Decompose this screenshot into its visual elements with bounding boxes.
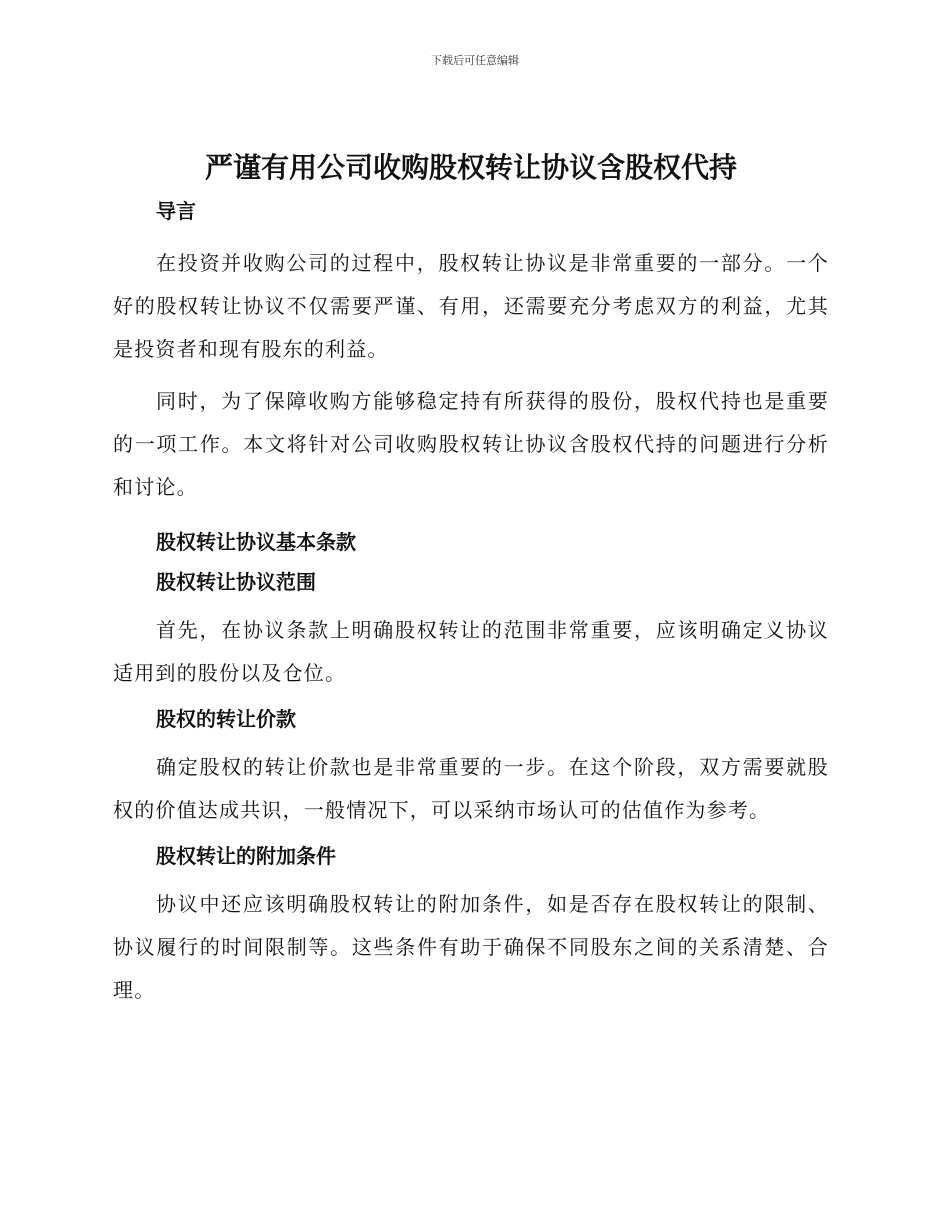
intro-heading: 导言: [156, 199, 196, 223]
subsection-heading-price: 股权的转让价款: [156, 707, 296, 731]
intro-paragraph: 同时，为了保障收购方能够稳定持有所获得的股份，股权代持也是重要的一项工作。本文将针对公司收购股权转让协议含股权代持的问题进行分析和讨论。: [113, 389, 829, 499]
subsection-paragraph-conditions: 协议中还应该明确股权转让的附加条件，如是否存在股权转让的限制、协议履行的时间限制等。这些条件有助于确保不同股东之间的关系清楚、合理。: [113, 892, 829, 1002]
subsection-paragraph-scope: 首先，在协议条款上明确股权转让的范围非常重要，应该明确定义协议适用到的股份以及仓位。: [113, 618, 829, 685]
subsection-heading-scope: 股权转让协议范围: [156, 570, 316, 594]
document-title: 严谨有用公司收购股权转让协议含股权代持: [204, 151, 737, 184]
document-body: [113, 148, 829, 1021]
section-heading: 股权转让协议基本条款: [156, 530, 356, 554]
page-header: 下载后可任意编辑: [431, 54, 519, 67]
subsection-paragraph-price: 确定股权的转让价款也是非常重要的一步。在这个阶段，双方需要就股权的价值达成共识，一般情况下，可以采纳市场认可的估值作为参考。: [113, 755, 829, 822]
intro-paragraph: 在投资并收购公司的过程中，股权转让协议是非常重要的一部分。一个好的股权转让协议不仅需要严谨、有用，还需要充分考虑双方的利益，尤其是投资者和现有股东的利益。: [113, 251, 829, 361]
subsection-heading-conditions: 股权转让的附加条件: [156, 844, 336, 868]
